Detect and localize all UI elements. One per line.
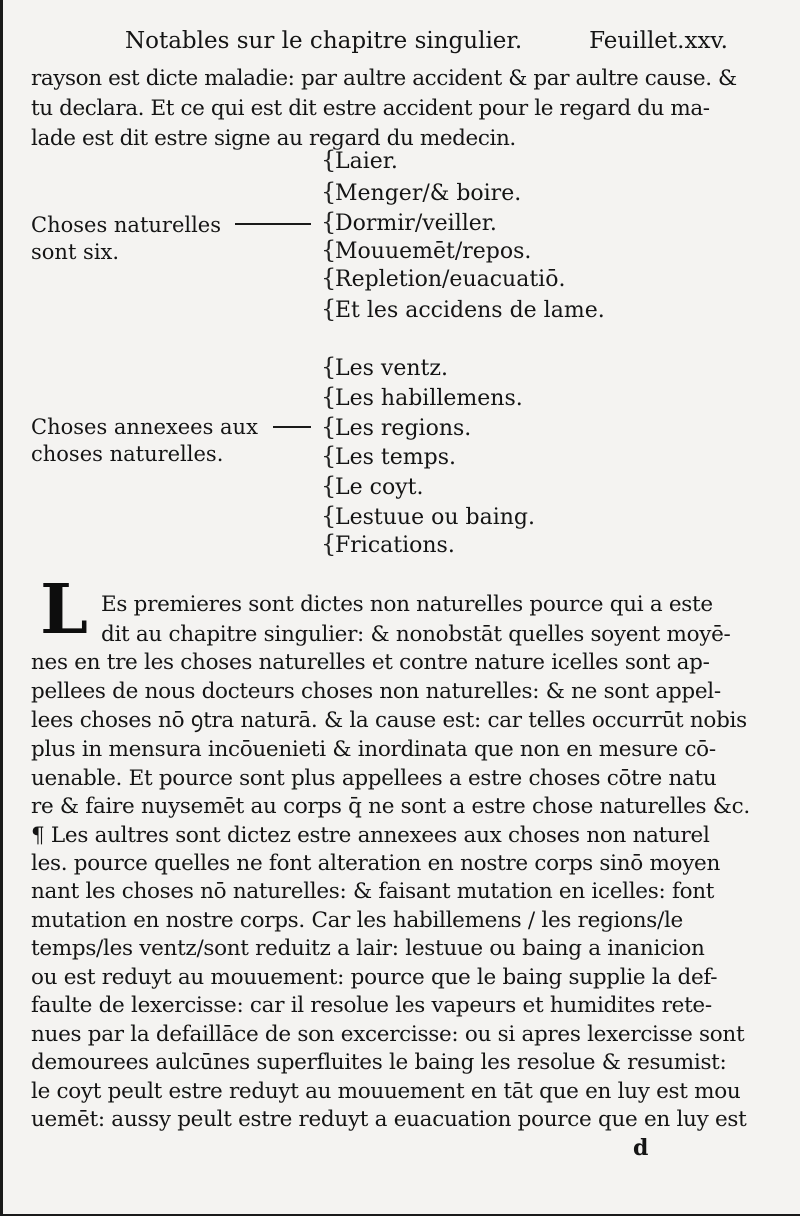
paragraph-line: nues par la defaillāce de son excercisse: ou si apres lexercisse sont: [31, 1022, 745, 1047]
brace-mark-icon: {: [321, 178, 337, 206]
group2-label: [31, 414, 258, 468]
intro-line: rayson est dicte maladie: par aultre accident & par aultre cause. &: [31, 66, 737, 91]
group1-item: {Dormir/veiller.: [321, 208, 497, 236]
group1-connector-line: [235, 223, 311, 225]
group2-item: {Lestuue ou baing.: [321, 502, 535, 530]
group2-item: {Les habillemens.: [321, 383, 523, 411]
brace-mark-icon: {: [321, 236, 337, 264]
paragraph-line: dit au chapitre singulier: & nonobstāt quelles soyent moyē-: [101, 622, 731, 647]
paragraph-line: uenable. Et pource sont plus appellees a estre choses cōtre natu: [31, 766, 717, 791]
group1-label-line: Choses naturelles: [31, 213, 222, 237]
paragraph-line: temps/les ventz/sont reduitz a lair: lestuue ou baing a inanicion: [31, 936, 705, 961]
brace-mark-icon: {: [321, 442, 337, 470]
group2-label-line: choses naturelles.: [31, 441, 224, 466]
paragraph-line: ou est reduyt au mouuement: pource que le baing supplie la def-: [31, 965, 718, 990]
paragraph-line: demourees aulcūnes superfluites le baing les resolue & resumist:: [31, 1050, 727, 1075]
drop-cap-initial: L: [40, 570, 88, 650]
brace-mark-icon: {: [321, 295, 337, 323]
paragraph-line: uemēt: aussy peult estre reduyt a euacuation pource que en luy est: [31, 1107, 747, 1132]
group1-item: {Repletion/euacuatiō.: [321, 264, 566, 292]
paragraph-line: ¶ Les aultres sont dictez estre annexees aux choses non naturel: [31, 823, 710, 848]
paragraph-line: pellees de nous docteurs choses non naturelles: & ne sont appel-: [31, 679, 721, 704]
group2-item: {Frications.: [321, 530, 455, 558]
brace-mark-icon: {: [321, 353, 337, 381]
group2-item: {Les temps.: [321, 442, 456, 470]
intro-line: tu declara. Et ce qui est dit estre accident pour le regard du ma-: [31, 96, 710, 121]
brace-mark-icon: {: [321, 413, 337, 441]
brace-mark-icon: {: [321, 208, 337, 236]
brace-mark-icon: {: [321, 472, 337, 500]
paragraph-line: nes en tre les choses naturelles et contre nature icelles sont ap-: [31, 650, 710, 675]
paragraph-line: re & faire nuysemēt au corps q̄ ne sont a estre chose naturelles &c.: [31, 794, 750, 819]
paragraph-line: plus in mensura incōuenieti & inordinata que non en mesure cō-: [31, 737, 716, 762]
brace-mark-icon: {: [321, 264, 337, 292]
brace-mark-icon: {: [321, 502, 337, 530]
brace-mark-icon: {: [321, 530, 337, 558]
paragraph-line: lees choses nō ꝯtra naturā. & la cause est: car telles occurrūt nobis: [31, 708, 747, 733]
group2-item: {Les regions.: [321, 413, 472, 441]
brace-mark-icon: {: [321, 146, 337, 174]
running-title: Notables sur le chapitre singulier.: [125, 28, 523, 54]
folio-number: Feuillet.xxv.: [589, 28, 728, 54]
group1-label-line: sont six.: [31, 239, 120, 264]
brace-mark-icon: {: [321, 383, 337, 411]
group1-item: {Laier.: [321, 146, 398, 174]
group2-item: {Les ventz.: [321, 353, 448, 381]
paragraph-line: faulte de lexercisse: car il resolue les vapeurs et humidites rete-: [31, 993, 712, 1018]
paragraph-line: mutation en nostre corps. Car les habillemens / les regions/le: [31, 908, 683, 933]
group2-item: {Le coyt.: [321, 472, 424, 500]
group2-label-line: Choses annexees aux: [31, 415, 258, 439]
signature-mark: d: [633, 1135, 649, 1161]
group2-connector-line: [273, 426, 311, 428]
group1-item: {Menger/& boire.: [321, 178, 522, 206]
paragraph-line: Es premieres sont dictes non naturelles pource qui a este: [101, 592, 713, 617]
group1-label: [31, 212, 221, 266]
paragraph-line: nant les choses nō naturelles: & faisant mutation en icelles: font: [31, 879, 715, 904]
paragraph-line: le coyt peult estre reduyt au mouuement en tāt que en luy est mou: [31, 1079, 741, 1104]
group1-item: {Mouuemēt/repos.: [321, 236, 532, 264]
intro-line: lade est dit estre signe au regard du medecin.: [31, 126, 516, 151]
group1-item: {Et les accidens de lame.: [321, 295, 605, 323]
paragraph-line: les. pource quelles ne font alteration en nostre corps sinō moyen: [31, 851, 721, 876]
